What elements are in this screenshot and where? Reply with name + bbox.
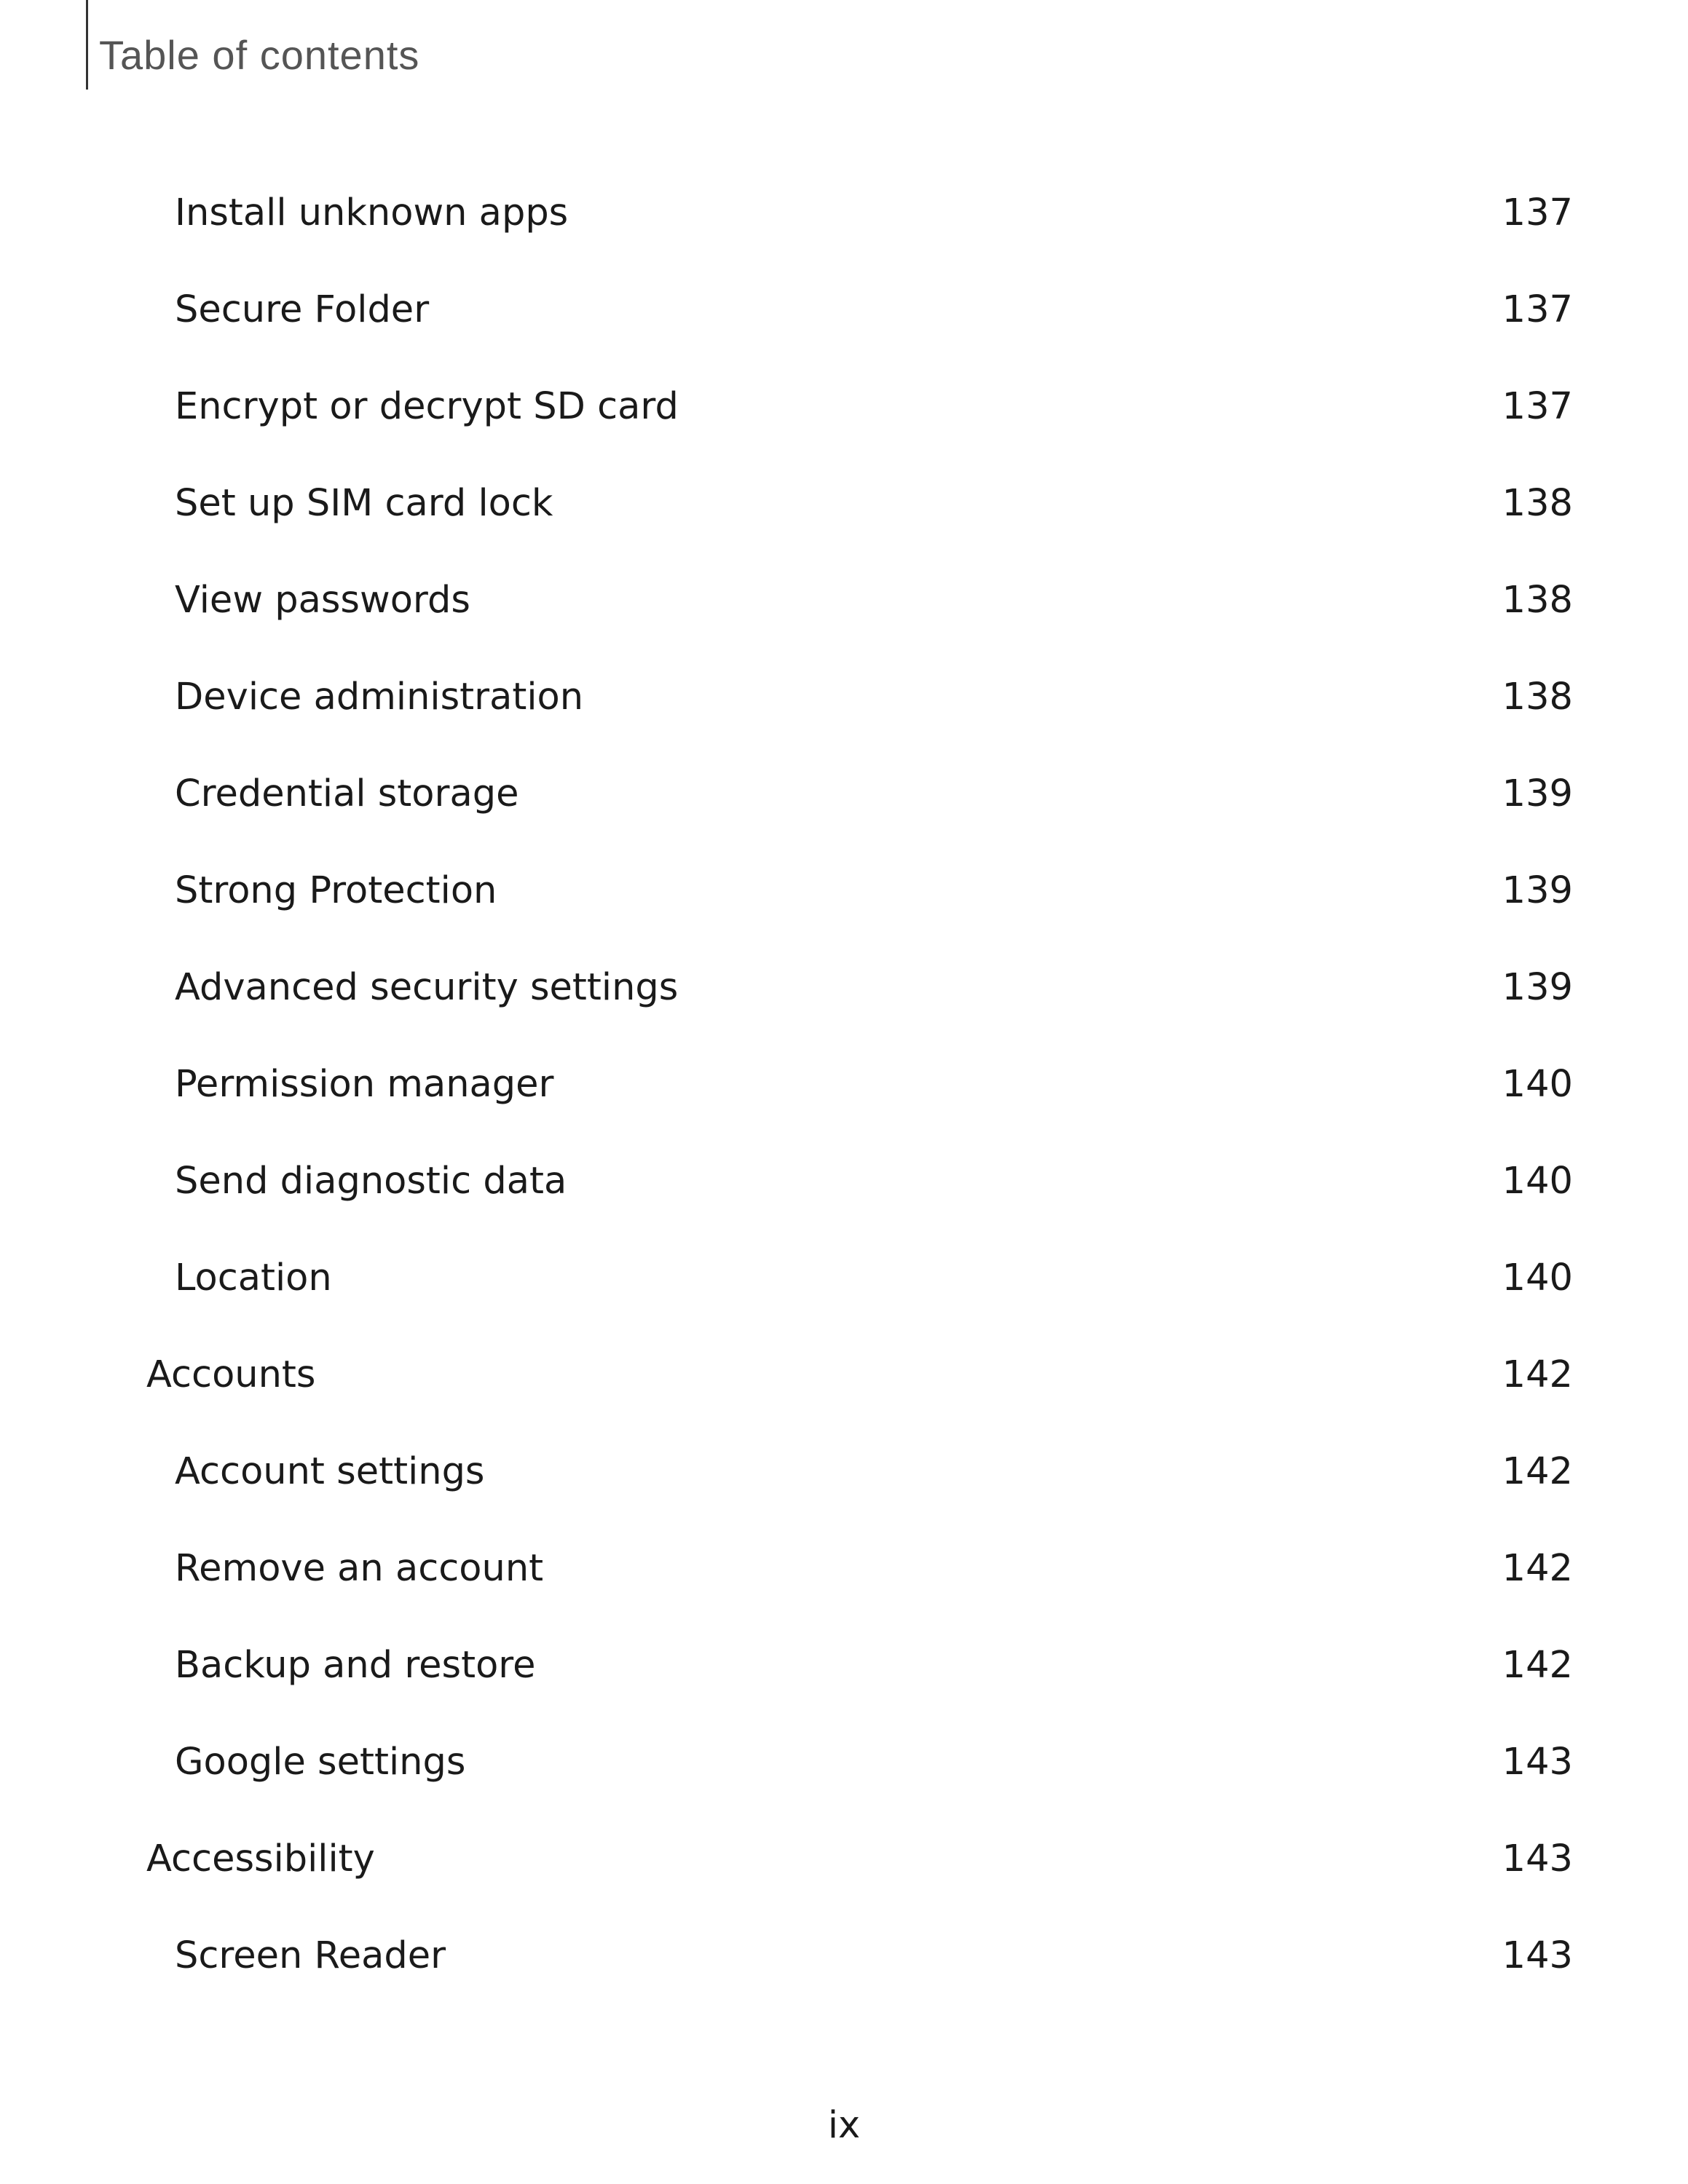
toc-entry-permission-manager[interactable] <box>0 1052 1688 1117</box>
toc-entry-label: Backup and restore <box>175 1644 536 1687</box>
toc-entry-label: Account settings <box>175 1450 485 1493</box>
toc-entry-label: Google settings <box>175 1741 466 1784</box>
toc-section-accounts[interactable] <box>0 1342 1688 1408</box>
toc-entry-label: Set up SIM card lock <box>175 482 553 525</box>
toc-entry-send-diagnostic-data[interactable] <box>0 1149 1688 1214</box>
toc-entry-label: Remove an account <box>175 1547 544 1590</box>
toc-entry-label: Install unknown apps <box>175 191 569 234</box>
toc-section-label: Accounts <box>146 1353 316 1396</box>
toc-entry-account-settings[interactable] <box>0 1439 1688 1505</box>
toc-entry-label: Location <box>175 1257 332 1299</box>
toc-entry-label: Credential storage <box>175 772 519 815</box>
toc-entry-page: 138 <box>1502 579 1573 622</box>
toc-section-accessibility[interactable] <box>0 1827 1688 1892</box>
toc-section-page: 142 <box>1502 1353 1573 1396</box>
toc-entry-view-passwords[interactable] <box>0 568 1688 633</box>
toc-entry-backup-restore[interactable] <box>0 1633 1688 1698</box>
toc-entry-sim-card-lock[interactable] <box>0 471 1688 537</box>
toc-entry-label: Screen Reader <box>175 1934 446 1977</box>
toc-entry-screen-reader[interactable] <box>0 1923 1688 1989</box>
toc-entry-label: Encrypt or decrypt SD card <box>175 385 679 428</box>
toc-entry-secure-folder[interactable] <box>0 277 1688 343</box>
toc-entry-page: 142 <box>1502 1547 1573 1590</box>
toc-section-label: Accessibility <box>146 1837 375 1880</box>
toc-entry-page: 140 <box>1502 1160 1573 1203</box>
toc-entry-advanced-security-settings[interactable] <box>0 955 1688 1021</box>
toc-entry-label: Strong Protection <box>175 869 497 912</box>
toc-entry-page: 142 <box>1502 1450 1573 1493</box>
toc-entry-page: 137 <box>1502 288 1573 331</box>
toc-entry-page: 143 <box>1502 1934 1573 1977</box>
toc-entry-credential-storage[interactable] <box>0 761 1688 827</box>
toc-entry-label: Device administration <box>175 676 584 719</box>
toc-entry-label: Permission manager <box>175 1063 554 1106</box>
toc-entry-page: 137 <box>1502 385 1573 428</box>
toc-entry-install-unknown-apps[interactable] <box>0 181 1688 246</box>
toc-entry-page: 143 <box>1502 1741 1573 1784</box>
toc-entry-label: Send diagnostic data <box>175 1160 567 1203</box>
toc-entry-page: 139 <box>1502 772 1573 815</box>
toc-entry-device-administration[interactable] <box>0 665 1688 730</box>
toc-entry-page: 140 <box>1502 1063 1573 1106</box>
toc-entry-google-settings[interactable] <box>0 1730 1688 1795</box>
toc-entry-page: 139 <box>1502 869 1573 912</box>
toc-entry-page: 142 <box>1502 1644 1573 1687</box>
toc-entry-encrypt-sd-card[interactable] <box>0 374 1688 440</box>
toc-entry-page: 137 <box>1502 191 1573 234</box>
toc-entry-strong-protection[interactable] <box>0 858 1688 924</box>
toc-entry-location[interactable] <box>0 1246 1688 1311</box>
toc-entry-page: 140 <box>1502 1257 1573 1299</box>
toc-entry-remove-account[interactable] <box>0 1536 1688 1602</box>
toc-section-page: 143 <box>1502 1837 1573 1880</box>
toc-entry-page: 138 <box>1502 676 1573 719</box>
footer-page-number: ix <box>827 2104 861 2147</box>
toc-entry-label: Advanced security settings <box>175 966 679 1009</box>
toc-entry-page: 139 <box>1502 966 1573 1009</box>
page-title: Table of contents <box>99 32 420 78</box>
toc-entry-label: Secure Folder <box>175 288 430 331</box>
toc-entry-page: 138 <box>1502 482 1573 525</box>
toc-entry-label: View passwords <box>175 579 470 622</box>
